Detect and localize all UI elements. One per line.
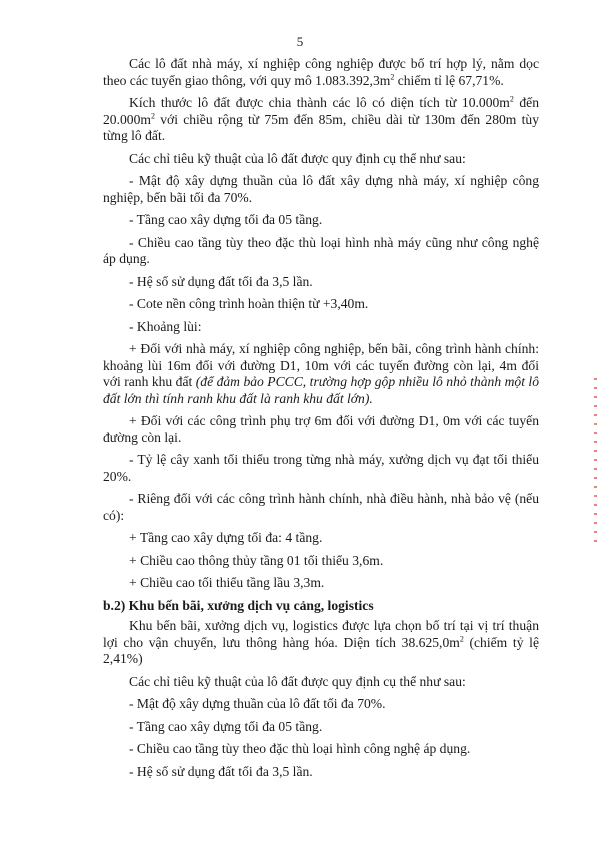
item-admin-buildings: - Riêng đối với các công trình hành chính, nhà điều hành, nhà bảo vệ (nếu có):: [103, 491, 539, 523]
item-logistics-floor-height: - Chiều cao tầng tùy theo đặc thù loại hình công nghệ áp dụng.: [129, 741, 471, 756]
item-setback-auxiliary: + Đối với các công trình phụ trợ 6m đối với đường D1, 0m với các tuyến đường còn lại.: [103, 413, 539, 445]
item-logistics-floors: - Tầng cao xây dựng tối đa 05 tầng.: [129, 718, 323, 734]
item-land-use-ratio: - Hệ số sử dụng đất tối đa 3,5 lần.: [129, 273, 313, 289]
paragraph-logistics-area: Khu bến bãi, xưởng dịch vụ, logistics được lựa chọn bố trí tại vị trí thuận lợi cho vận chuyển, lưu thông hàng hóa. Diện tích $38.625,0m^2$ (chiếm tỷ lệ 2,41%): [103, 618, 539, 666]
paragraph-logistics-criteria-intro: Các chỉ tiêu kỹ thuật của lô đất được quy định cụ thể như sau:: [129, 673, 466, 689]
paragraph-lot-size: Kích thước lô đất được chia thành các lô có diện tích từ $10.000m^2$ đến $20.000m^2$ với chiều rộng từ 75m đến 85m, chiều dài từ 130m đến 280m tùy từng lô đất.: [103, 94, 540, 143]
section-heading-b2: b.2) Khu bến bãi, xưởng dịch vụ cảng, logistics: [103, 597, 374, 613]
item-floor-height: - Chiều cao tầng tùy theo đặc thù loại hình nhà máy cũng như công nghệ áp dụng.: [103, 234, 539, 266]
margin-stamp-mark: [594, 378, 597, 548]
item-setback: - Khoảng lùi:: [129, 318, 202, 334]
item-setback-factories: + Đối với nhà máy, xí nghiệp công nghiệp, bến bãi, công trình hành chính: khoảng lùi 16m đối với đường D1, 10m với các tuyến đường còn lại, 4m đối với ranh khu đất (để đảm bảo PCCC, trường hợp gộp nhiều lô nhỏ thành một lô đất lớn thì tính ranh khu đất là ranh khu đất lớn).: [103, 341, 539, 406]
page-number: 5: [296, 34, 304, 49]
paragraph-tech-criteria-intro: Các chỉ tiêu kỹ thuật của lô đất được quy định cụ thể như sau:: [129, 150, 466, 166]
item-max-floors: - Tầng cao xây dựng tối đa 05 tầng.: [129, 212, 323, 227]
item-ground-floor-height: + Chiều cao thông thủy tầng 01 tối thiểu 3,6m.: [129, 552, 384, 568]
item-upper-floor-height: + Chiều cao tối thiểu tầng lầu 3,3m.: [129, 575, 325, 590]
item-green-ratio: - Tỷ lệ cây xanh tối thiểu trong từng nhà máy, xưởng dịch vụ đạt tối thiểu 20%.: [103, 452, 539, 484]
item-admin-floors: + Tầng cao xây dựng tối đa: 4 tầng.: [129, 530, 323, 545]
item-logistics-land-use-ratio: - Hệ số sử dụng đất tối đa 3,5 lần.: [129, 763, 313, 779]
paragraph-lot-layout: Các lô đất nhà máy, xí nghiệp công nghiệp được bố trí hợp lý, nằm dọc theo các tuyến giao thông, với quy mô $1.083.392,3m^2$ chiếm tỉ lệ 67,71%.: [103, 56, 539, 88]
item-logistics-density: - Mật độ xây dựng thuần của lô đất tối đa 70%.: [129, 696, 386, 711]
item-base-elevation: - Cote nền công trình hoàn thiện từ +3,40m.: [129, 296, 369, 311]
item-building-density: - Mật độ xây dựng thuần của lô đất xây dựng nhà máy, xí nghiệp công nghiệp, bến bãi tối đa 70%.: [103, 173, 539, 205]
document-body: [103, 56, 539, 786]
